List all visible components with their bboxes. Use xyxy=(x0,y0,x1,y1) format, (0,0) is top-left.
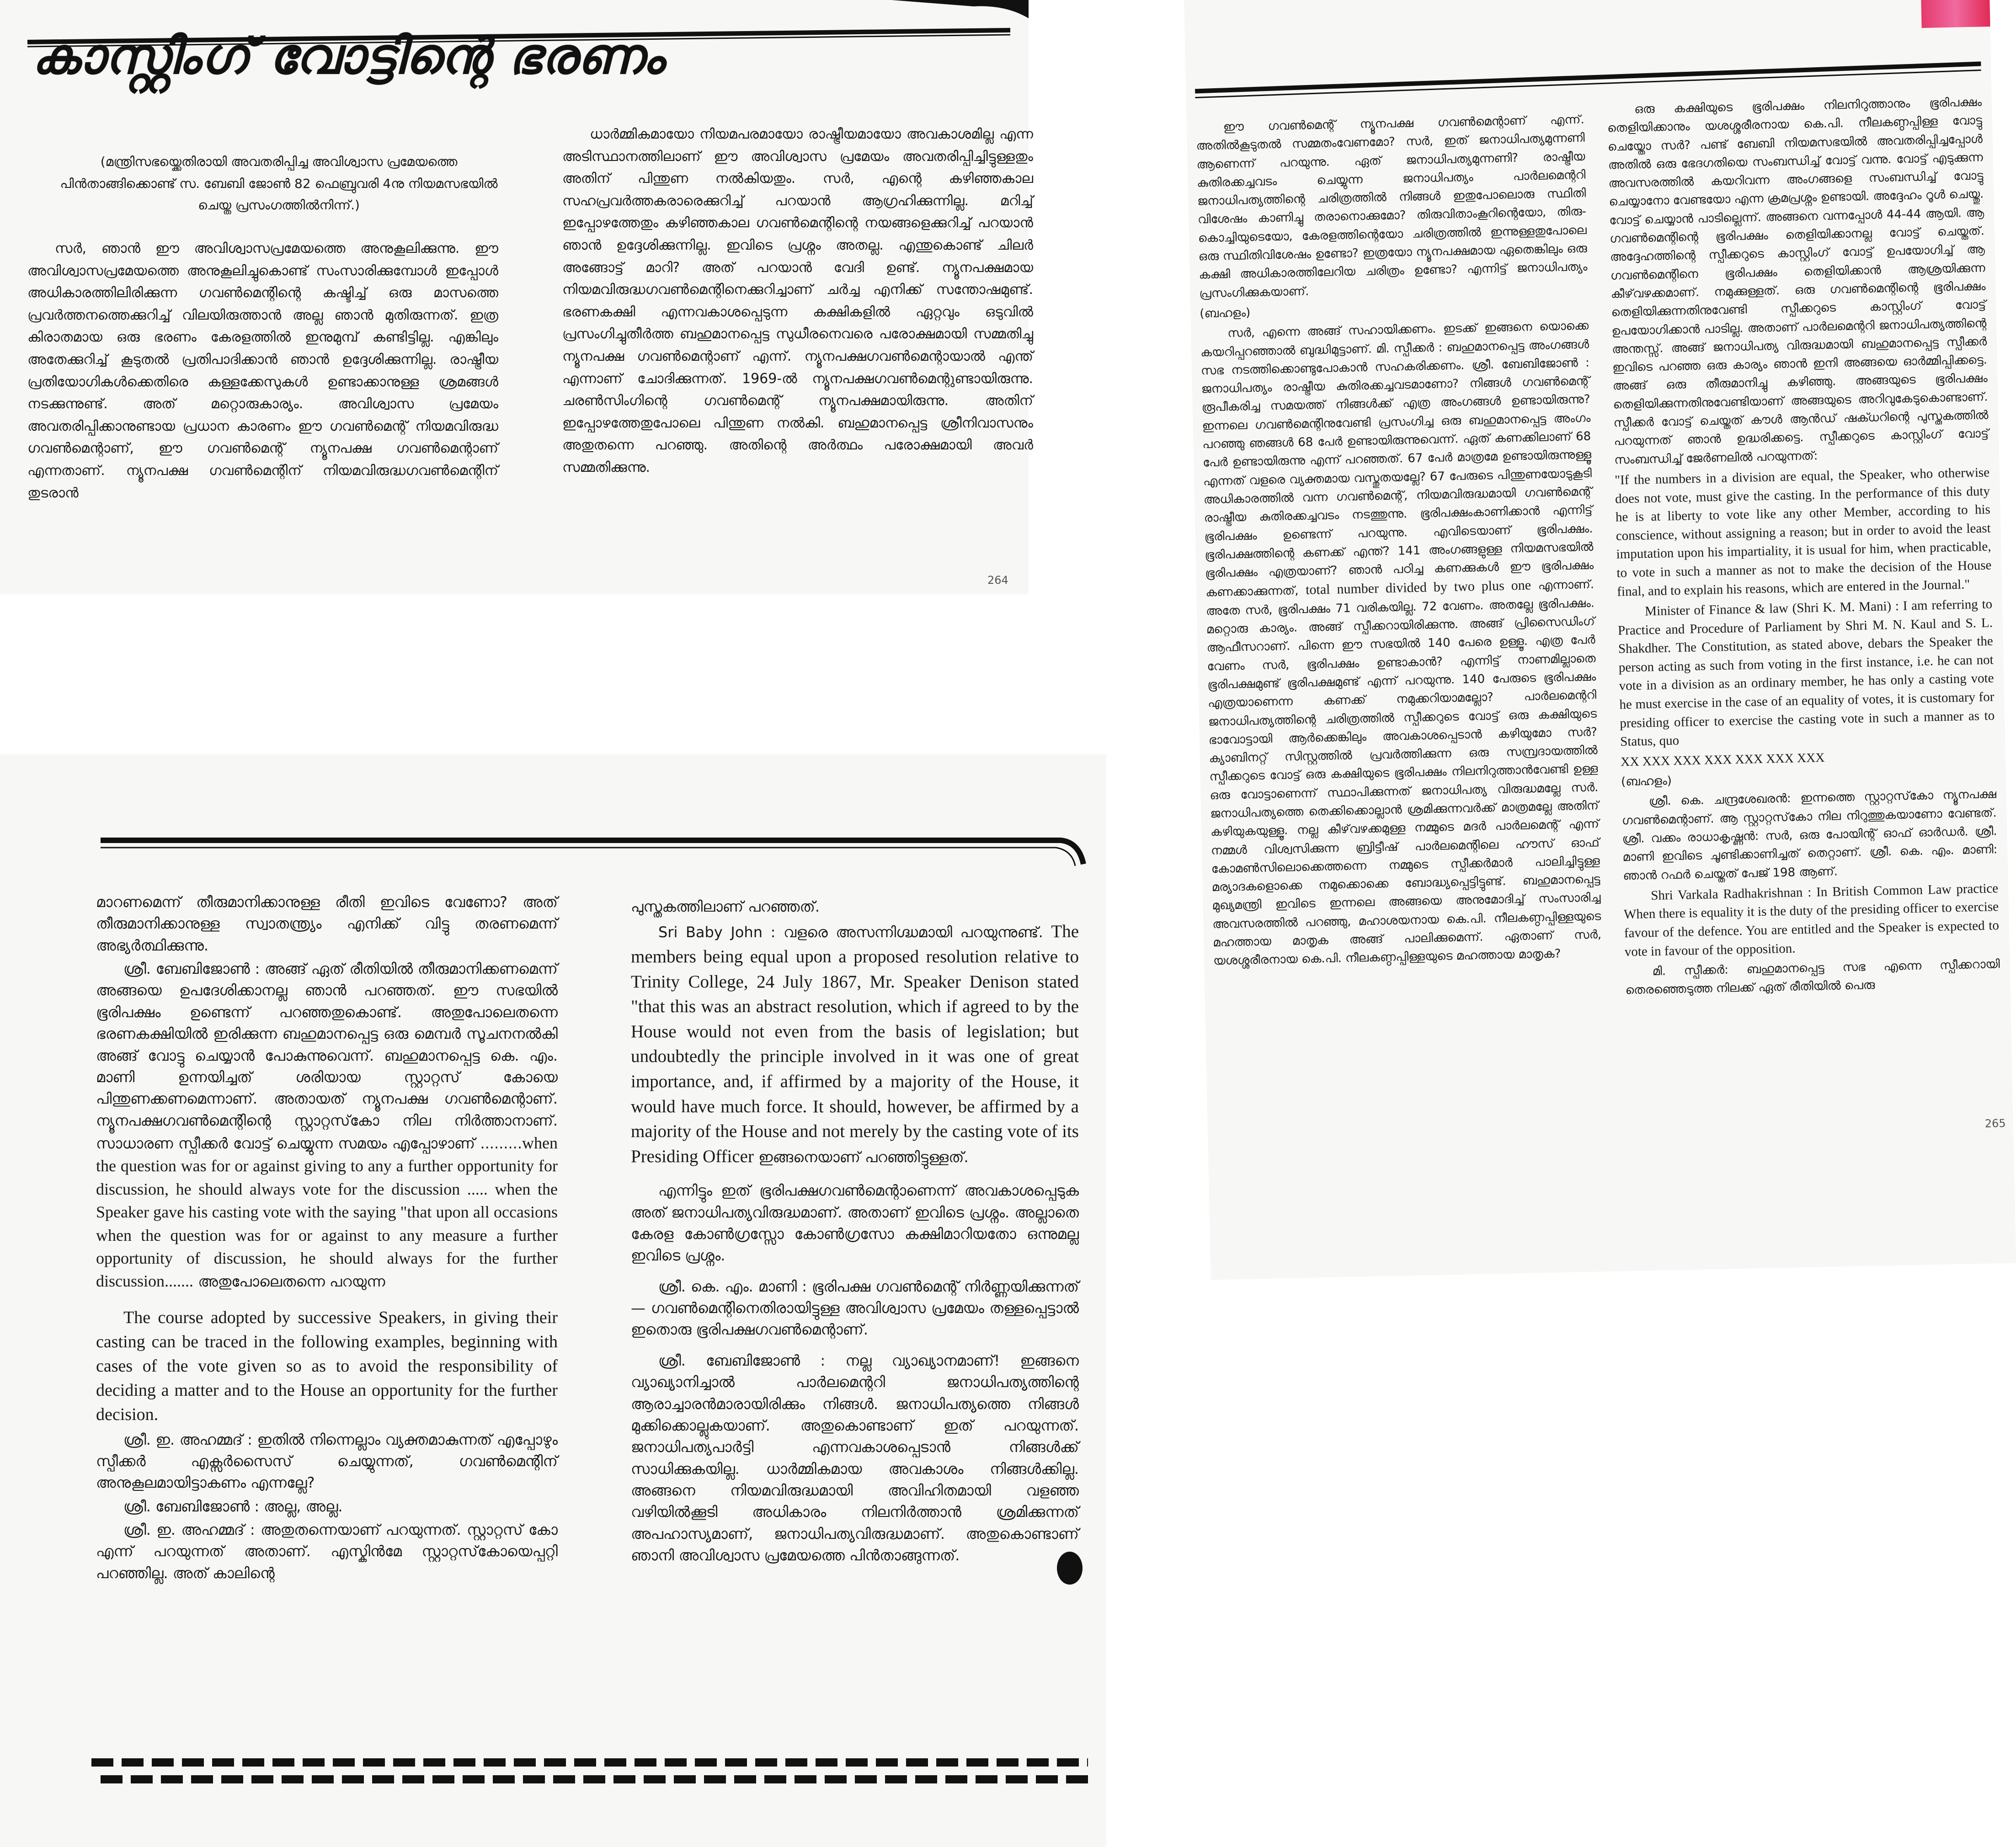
left-para-a: ഈ ഗവൺമെന്റ് ന്യൂനപക്ഷ ഗവൺമെന്റാണ് എന്ന്. അതിൽകൂടുതൽ സമ്മതംവേണമോ? സർ, ഇത് ജനാധിപത്യമുന്നണി ആണെന്ന് പറയുന്നു. ഏത് ജനാധിപത്യമുന്നണി? രാഷ്ട്രീയ കുതിരക്കച്ചവടം ചെയ്യുന്ന ജനാധിപത്യം പാർലമെന്ററി ജനാധിപത്യത്തിന്റെ ചരിത്രത്തിൽ നിങ്ങൾ ഇതുപോലൊരു സ്ഥിതി വിശേഷം കാണിച്ചു തരാനൊക്കുമോ? തിരുവിതാംകൂറിന്റെയോ, തിരു-കൊച്ചിയുടെയോ, കേരളത്തിന്റെയോ ചരിത്രത്തിൽ ഇന്നുള്ളതുപോലെ ഒരു സ്ഥിതിവിശേഷം ഉണ്ടോ? ഇത്രയോ ന്യൂനപക്ഷമായ ഏതെങ്കിലും ഒരു കക്ഷി അധികാരത്തിലേറിയ ചരിത്രം ഉണ്ടോ? എന്നിട്ട് ജനാധിപത്യം പ്രസംഗിക്കുകയാണ്. xyxy=(1196,112,1588,301)
right-para-b xyxy=(631,919,1079,1169)
page-top-shadow xyxy=(891,0,1029,18)
page266-left-column xyxy=(96,891,558,1586)
expunged-marks: XX XXX XXX XXX XXX XXX XXX xyxy=(1620,750,1825,769)
left-para-e: ശ്രീ. ബേബിജോൺ : അല്ല, അല്ല. xyxy=(123,1497,343,1515)
left-para-d: ശ്രീ. ഇ. അഹമ്മദ് : ഇതിൽ നിന്നെല്ലാം വ്യക്തമാകുന്നത് എപ്പോഴും സ്പീക്കർ എക്സർസൈസ് ചെയ്യുന്നത്, ഗവൺമെന്റിന് അനുകൂലമായിട്ടാകണം എന്നല്ലേ? xyxy=(96,1431,558,1492)
left-para-c-text: സർ, എന്നെ അങ്ങ് സഹായിക്കണം. ഇടക്ക് ഇങ്ങനെ യൊക്കെ കയറിപ്പറഞ്ഞാൽ ബുദ്ധിമുട്ടാണ്. മി. സ്പീക്കർ : ബഹുമാനപ്പെട്ട അംഗങ്ങൾ സഭ നടത്തിക്കൊണ്ടുപോകാൻ സഹകരിക്കണം. ശ്രീ. ബേബിജോൺ : ജനാധിപത്യം രാഷ്ട്രീയ കുതിരക്കച്ചവടമാണോ? നിങ്ങൾ ഗവൺമെന്റ് രൂപീകരിച്ച സമയത്ത് നിങ്ങൾക്ക് എത്ര അംഗങ്ങൾ ഉണ്ടായിരുന്നു? ഇന്നലെ ഗവൺമെന്റിനുവേണ്ടി പ്രസംഗിച്ച ഒരു ബഹുമാനപ്പെട്ട അംഗം പറഞ്ഞു ഞങ്ങൾ 68 പേർ ഉണ്ടായിരുന്നുവെന്ന്. ഏത് കണക്കിലാണ് 68 പേർ ഉണ്ടായിരുന്നു എന്ന് പറഞ്ഞത്. 67 പേർ മാത്രമേ ഉണ്ടായിരുന്നുള്ളൂ എന്നത് വളരെ വ്യക്തമായ വസ്തുതയല്ലേ? 67 പേരുടെ പിന്തുണയോടുകൂടി അധികാരത്തിൽ വന്ന ഗവൺമെന്റ്, നിയമവിരുദ്ധമായി ഗവൺമെന്റ് രാഷ്ട്രീയ കുതിരക്കച്ചവടം നടത്തുന്നു. ഭൂരിപക്ഷംകാണിക്കാൻ എന്നിട്ട് ഭൂരിപക്ഷം ഉണ്ടെന്ന് പറയുന്നു. എവിടെയാണ് ഭൂരിപക്ഷം. ഭൂരിപക്ഷത്തിന്റെ കണക്ക് എന്ത്? 141 അംഗങ്ങളുള്ള നിയമസഭയിൽ ഭൂരിപക്ഷം എത്രയാണ്? ഞാൻ പഠിച്ച കണക്കുകൾ ഈ ഭൂരിപക്ഷം കണക്കാക്കുന്നത്, xyxy=(1200,319,1594,600)
right-para-d: ശ്രീ. കെ. എം. മാണി : ഭൂരിപക്ഷ ഗവൺമെന്റ് നിർണ്ണയിക്കുന്നത് — ഗവൺമെന്റിനെതിരായിട്ടുള്ള അവിശ്വാസ പ്രമേയം തള്ളപ്പെട്ടാൽ ഇതൊരു ഭൂരിപക്ഷഗവൺമെന്റാണ്. xyxy=(631,1277,1079,1339)
end-bullet-icon xyxy=(1054,1550,1086,1586)
left-para-b xyxy=(96,958,558,1293)
right-para-b-tail: ഇങ്ങനെയാണ് പറഞ്ഞിട്ടുള്ളത്. xyxy=(758,1148,969,1166)
majority-formula: total number divided by two plus one xyxy=(1305,577,1531,598)
minister-statement: Minister of Finance & law (Shri K. M. Mani) : I am referring to Practice and Procedure of Parliament by Shri M. N. Kaul and S. L. Shakdher. The Constitution, as stated above, debars the Speaker the person acting as such from voting in the first instance, i.e. he can not vote in a division as an ordinary member, he has only a casting vote he must exercise in the case of an equality of votes, it is customary for presiding officer to exercise the casting vote in such a manner as to Status, quo xyxy=(1617,597,1995,749)
page264-right-column: ധാർമ്മികമായോ നിയമപരമായോ രാഷ്ട്രീയമായോ അവകാശമില്ല എന്ന അടിസ്ഥാനത്തിലാണ് ഈ അവിശ്വാസ പ്രമേയം അവതരിപ്പിച്ചിട്ടുള്ളതും അതിന് പിന്തുണ നൽകിയതും. സർ, എന്റെ കഴിഞ്ഞകാല സഹപ്രവർത്തകരാരെക്കുറിച്ച് പറയാൻ ആഗ്രഹിക്കുന്നില്ല. മറിച്ച് ഇപ്പോഴത്തേതും കഴിഞ്ഞകാല ഗവൺമെന്റിന്റെ നയങ്ങളെക്കുറിച്ച് പറയാൻ ഞാൻ ഉദ്ദേശിക്കുന്നില്ല. ഇവിടെ പ്രശ്നം അതല്ല. എന്തുകൊണ്ട് ചിലർ അങ്ങോട്ട് മാറി? അത് പറയാൻ വേദി ഉണ്ട്. ന്യൂനപക്ഷമായ നിയമവിരുദ്ധഗവൺമെന്റിനെക്കുറിച്ചാണ് ചർച്ച എനിക്ക് സന്തോഷമുണ്ട്. ഭരണകക്ഷി എന്നവകാശപ്പെടുന്ന കക്ഷികളിൽ ഏറ്റവും ഒടുവിൽ പ്രസംഗിച്ചുതീർത്ത ബഹുമാനപ്പെട്ട സുധീരനെവരെ പരോക്ഷമായി സമ്മതിച്ചു ന്യൂനപക്ഷ ഗവൺമെന്റാണ് എന്ന്. ന്യൂനപക്ഷഗവൺമെന്റായാൽ എന്ത് എന്നാണ് ചോദിക്കുന്നത്. 1969-ൽ ന്യൂനപക്ഷഗവൺമെന്റുണ്ടായിരുന്നു. ചരൺസിംഗിന്റെ ഗവൺമെന്റ് ന്യൂനപക്ഷമായിരുന്നു. അതിന് ഇപ്പോഴത്തേതുപോലെ പിന്തുണ നൽകി. ബഹുമാനപ്പെട്ട ശ്രീനിവാസനും അതുതന്നെ പറഞ്ഞു. അതിന്റെ അർത്ഥം പരോക്ഷമായി അവർ സമ്മതിക്കുന്നു. xyxy=(562,126,1033,475)
page264-left-column: സർ, ഞാൻ ഈ അവിശ്വാസപ്രമേയത്തെ അനുകൂലിക്കുന്നു. ഈ അവിശ്വാസപ്രമേയത്തെ അനുകൂലിച്ചുകൊണ്ട് സംസാരിക്കുമ്പോൾ ഇപ്പോൾ അധികാരത്തിലിരിക്കുന്ന ഗവൺമെന്റിന്റെ കഷ്ടിച്ച് ഒരു മാസത്തെ പ്രവർത്തനത്തെക്കുറിച്ച് വിലയിരുത്താൻ അല്ല ഞാൻ മുതിരുന്നത്. ഇത്ര കിരാതമായ ഒരു ഭരണം കേരളത്തിൽ ഇനുമുമ്പ് കണ്ടിട്ടില്ല. എങ്കിലും അതേക്കുറിച്ച് കൂടുതൽ പ്രതിപാദിക്കാൻ ഞാൻ ഉദ്ദേശിക്കുന്നില്ല. രാഷ്ട്രീയ പ്രതിയോഗികൾക്കെതിരെ കള്ളക്കേസുകൾ ഉണ്ടാക്കാനുള്ള ശ്രമങ്ങൾ നടക്കുന്നുണ്ട്. അത് മറ്റൊരുകാര്യം. അവിശ്വാസ പ്രമേയം അവതരിപ്പിക്കാനുണ്ടായ പ്രധാന കാരണം ഈ ഗവൺമെന്റ് നിയമവിരുദ്ധ ഗവൺമെന്റാണ്, ഈ ഗവൺമെന്റ് ന്യൂനപക്ഷ ഗവൺമെന്റാണ് എന്നതാണ്. ന്യൂനപക്ഷ ഗവൺമെന്റിന് നിയമവിരുദ്ധഗവൺമെന്റിന് തുടരാൻ xyxy=(27,240,498,501)
left-para-d-text: എന്നാണ്. അതേ സർ, ഭൂരിപക്ഷം 71 വരികയില്ല. 72 വേണം. അതല്ലേ ഭൂരിപക്ഷം. മറ്റൊരു കാര്യം. അങ്ങ് സ്പീക്കറായിരിക്കുന്നു. അങ്ങ് പ്രിസൈഡിംഗ് ആഫീസറാണ്. പിന്നെ ഈ സഭയിൽ 140 പേരെ ഉള്ളൂ. എത്ര പേർ വേണം സർ, ഭൂരിപക്ഷം ഉണ്ടാകാൻ? എന്നിട്ട് നാണമില്ലാതെ ഭൂരിപക്ഷമുണ്ട് ഭൂരിപക്ഷമുണ്ട് എന്ന് പറയുന്നു. 140 പേരുടെ ഭൂരിപക്ഷം എത്രയാണെന്ന കണക്ക് നമുക്കറിയാമല്ലോ? പാർലമെന്ററി ജനാധിപത്യത്തിന്റെ ചരിത്രത്തിൽ സ്പീക്കറുടെ വോട്ട് ഒരു കക്ഷിയുടെ ഭാവോട്ടായി ആർക്കെങ്കിലും അവകാശപ്പെടാൻ കഴിയുമോ സർ? ക്യാബിനറ്റ് സിസ്റ്റത്തിൽ പ്രവർത്തിക്കുന്ന ഒരു സമ്പ്രദായത്തിൽ സ്പീക്കറുടെ വോട്ട് ഒരു കക്ഷിയുടെ ഭൂരിപക്ഷം നിലനിറുത്താൻവേണ്ടി ഉള്ള ഒരു വോട്ടാണെന്ന് സ്ഥാപിക്കുന്നത് ജനാധിപത്യ വിരുദ്ധമല്ലേ സർ. ജനാധിപത്യത്തെ തെക്കിക്കൊല്ലാൻ ശ്രമിക്കുന്നവർക്ക് മാത്രമല്ലേ അതിന് കഴിയുകയുള്ളൂ. നല്ല കീഴ്‌വഴക്കമുള്ള നമ്മുടെ മദർ പാർലമെന്റ് എന്ന് നമ്മൾ വിശ്വസിക്കുന്ന ബ്രിട്ടീഷ് പാർലമെന്റിലെ ഹൗസ് ഓഫ് കോമൺസിലൊക്കെത്തന്നെ നമ്മുടെ സ്പീക്കർമാർ പാലിച്ചിട്ടുള്ള മര്യാദകളൊക്കെ നമുക്കൊക്കെ ബോദ്ധ്യപ്പെട്ടിട്ടുണ്ട്. ബഹുമാനപ്പെട്ട മുഖ്യമന്ത്രി ഇവിടെ ഇന്നലെ അങ്ങയെ അനുമോദിച്ച് സംസാരിച്ച അവസരത്തിൽ പറഞ്ഞു, മഹാശയനായ കെ.പി. നീലകണ്ഠപ്പിള്ളയുടെ മഹത്തായ മാതൃക അങ്ങ് പാലിക്കുമെന്ന്. ഏതാണ് സർ, യശശ്ശരീരനായ കെ.പി. നീലകണ്ഠപ്പിള്ളയുടെ മഹത്തായ മാതൃക? xyxy=(1205,577,1602,968)
footer-dash-border xyxy=(91,1751,1088,1792)
right-para-c: മി. സ്പീക്കർ: ബഹുമാനപ്പെട്ട സഭ എന്നെ സ്പീക്കറായി തെരഞ്ഞെടുത്ത നിലക്ക് ഏത് രീതിയിൽ പെരു xyxy=(1625,957,2000,998)
page-264 xyxy=(0,0,1033,594)
right-para-e: ശ്രീ. ബേബിജോൺ : നല്ല വ്യാഖ്യാനമാണ്! ഇങ്ങനെ വ്യാഖ്യാനിച്ചാൽ പാർലമെന്ററി ജനാധിപത്യത്തിന്റെ ആരാച്ചാരൻമാരായിരിക്കും നിങ്ങൾ. ജനാധിപത്യത്തെ നിങ്ങൾ മുക്കിക്കൊല്ലുകയാണ്. അതുകൊണ്ടാണ് ഇത് പറയുന്നത്. ജനാധിപത്യപാർട്ടി എന്നവകാശപ്പെടാൻ നിങ്ങൾക്ക് സാധിക്കുകയില്ല. ധാർമ്മികമായ അവകാശം നിങ്ങൾക്കില്ല. അങ്ങനെ നിയമവിരുദ്ധമായി അവിഹിതമായി വളഞ്ഞ വഴിയിൽക്കൂടി അധികാരം നിലനിർത്താൻ ശ്രമിക്കുന്നത് അപഹാസ്യമാണ്, ജനാധിപത്യവിരുദ്ധമാണ്. അതുകൊണ്ടാണ് ഞാനി അവിശ്വാസ പ്രമേയത്തെ പിൻതാങ്ങുന്നത്. xyxy=(631,1351,1079,1564)
background-edge xyxy=(1921,0,1990,28)
left-para-b-quote: when the question was for or against giving to any a further opportunity for discussion, he should always vote for the discussion ..... when the Speaker gave his casting vote with the saying "that upon all occasions when the question was for or against to any measure a further opportunity of discussion, he should always for the further discussion....... xyxy=(96,1133,558,1291)
right-para-b: ശ്രീ. കെ. ചന്ദ്രശേഖരൻ: ഇന്നത്തെ സ്റ്റാറ്റസ്‌കോ ന്യൂനപക്ഷ ഗവൺമെന്റാണ്. ആ സ്റ്റാറ്റസ്‌കോ നില നിറുത്തുകയാണോ വേണ്ടത്. ശ്രീ. വക്കം രാധാകൃഷ്ണൻ: സർ, ഒരു പോയിന്റ് ഓഫ് ഓർഡർ. ശ്രീ. മാണി ഇവിടെ ചൂണ്ടിക്കാണിച്ചത് തെറ്റാണ്. ശ്രീ. കെ. എം. മാണി: ഞാൻ റഫർ ചെയ്തത് പേജ് 198 ആണ്. xyxy=(1621,787,1998,883)
intro-note: (മന്ത്രിസഭയ്ക്കെതിരായി അവതരിപ്പിച്ച അവിശ്വാസ പ്രമേയത്തെ പിൻതാങ്ങിക്കൊണ്ട് സ. ബേബി ജോൺ 82 ഫെബ്രുവരി 4നു നിയമസഭയിൽ ചെയ്ത പ്രസംഗത്തിൽനിന്ന്.) xyxy=(60,154,498,213)
journal-quote: "If the numbers in a division are equal, the Speaker, who otherwise does not vote, must give the casting. In the performance of this duty he is at liberty to vote like any other Member, according to his conscience, without assigning a reason; but in order to avoid the least imputation upon his impartiality, it is usual for him, when practicable, to vote in such a manner as not to make the decision of the House final, and to explain his reasons, which are entered in the Journal." xyxy=(1614,465,1992,599)
interjection-noise-2: (ബഹളം) xyxy=(1621,774,1672,789)
right-para-c: എന്നിട്ടും ഇത് ഭൂരിപക്ഷഗവൺമെന്റാണെന്ന് അവകാശപ്പെടുക അത് ജനാധിപത്യവിരുദ്ധമാണ്. അതാണ് ഇവിടെ പ്രശ്നം. അല്ലാതെ കേരള കോൺഗ്രസ്സോ കോൺഗ്രസോ കക്ഷിമാറിയതോ ഒന്നുമല്ല ഇവിടെ പ്രശ്നം. xyxy=(631,1182,1079,1265)
page-266 xyxy=(0,754,1106,1847)
article-title: കാസ്റ്റിംഗ് വോട്ടിന്റെ ഭരണം xyxy=(32,27,665,85)
header-rule xyxy=(1195,61,1981,93)
left-para-c xyxy=(1200,317,1602,971)
varkala-statement: Shri Varkala Radhakrishnan : In British Common Law practice When there is equality it is the duty of the presiding officer to exercise favour of the defence. You are entitled and the Speaker is expected to vote in favour of the opposition. xyxy=(1623,881,2000,959)
interjection-noise: (ബഹളം) xyxy=(1200,306,1251,321)
trinity-college-quote: The members being equal upon a proposed resolution relative to Trinity College, 24 July 1867, Mr. Speaker Denison stated "that this was an abstract resolution, which if agreed to by the House would not even from the basis of legislation; but undoubtedly the principle involved in it was one of great importance, and, if affirmed by a majority of the House, it would have much force. It should, however, be affirmed by a majority of the House and not merely by the casting vote of its Presiding Officer xyxy=(631,922,1079,1166)
left-para-b-text: ശ്രീ. ബേബിജോൺ : അങ്ങ് ഏത് രീതിയിൽ തീരുമാനിക്കണമെന്ന് അങ്ങയെ ഉപദേശിക്കാനല്ല ഞാൻ പറഞ്ഞത്. ഈ സഭയിൽ ഭൂരിപക്ഷം ഉണ്ടെന്ന് പറഞ്ഞതുകൊണ്ട്. അതുപോലെതന്നെ ഭരണകക്ഷിയിൽ ഇരിക്കുന്ന ബഹുമാനപ്പെട്ട ഒരു മെമ്പർ സൂചനനൽകി അങ്ങ് വോട്ടു ചെയ്യാൻ പോകുന്നുവെന്ന്. ബഹുമാനപ്പെട്ട കെ. എം. മാണി ഉന്നയിച്ചത് ശരിയായ സ്റ്റാറ്റസ് കോയെ പിന്തുണക്കണമെന്നാണ്. അതായത് ന്യൂനപക്ഷ ഗവൺമെന്റാണ്. ന്യൂനപക്ഷഗവൺമെന്റിന്റെ സ്റ്റാറ്റസ്‌കോ നില നിർത്താനാണ്. സാധാരണ സ്പീക്കർ വോട്ട് ചെയ്യുന്ന സമയം എപ്പോഴാണ് ......... xyxy=(96,960,558,1152)
left-para-f: ശ്രീ. ഇ. അഹമ്മദ് : അതുതന്നെയാണ് പറയുന്നത്. സ്റ്റാറ്റസ് കോ എന്ന് പറയുന്നത് അതാണ്. എസ്കിൻമേ സ്റ്റാറ്റസ്‌കോയെപ്പറ്റി പറഞ്ഞില്ല. അത് കാലിന്റെ xyxy=(96,1521,558,1582)
page-number-265: 265 xyxy=(1984,1116,2006,1130)
page265-right-column xyxy=(1607,93,2000,1002)
right-para-b-speaker: Sri Baby John : വളരെ അസന്നിഗ്ദ്ധമായി പറയുന്നുണ്ട്. xyxy=(658,924,1043,941)
course-adopted-quote: The course adopted by successive Speakers, in giving their casting can be traced in the following examples, beginning with cases of the vote given so as to avoid the responsibility of deciding a matter and to the House an opportunity for the further decision. xyxy=(96,1308,558,1425)
right-para-a: പുസ്തകത്തിലാണ് പറഞ്ഞത്. xyxy=(631,898,820,915)
header-rule xyxy=(101,832,1083,848)
page266-right-column xyxy=(631,896,1079,1568)
left-para-b-tail: അതുപോലെതന്നെ പറയുന്ന xyxy=(198,1273,385,1291)
page265-left-column xyxy=(1195,111,1602,972)
page-265 xyxy=(1184,0,2016,1280)
left-para-a: മാറണമെന്ന് തീരുമാനിക്കാനുള്ള രീതി ഇവിടെ വേണോ? അത് തീരുമാനിക്കാനുള്ള സ്വാതന്ത്ര്യം എനിക്ക് വിട്ടു തരണമെന്ന് അഭ്യർത്ഥിക്കുന്നു. xyxy=(96,893,558,954)
right-para-a: ഒരു കക്ഷിയുടെ ഭൂരിപക്ഷം നിലനിറുത്താനും ഭൂരിപക്ഷം തെളിയിക്കാനും യശശ്ശരീരനായ കെ.പി. നീലകണ്ഠപ്പിള്ള വോട്ടു ചെയ്തോ സർ? പണ്ട് ബേബി നിയമസഭയിൽ അവതരിപ്പിച്ചപ്പോൾ അതിൽ ഒരു ഭേദഗതിയെ സംബന്ധിച്ച് വോട്ട് വന്നു. വോട്ട് എടുക്കുന്ന അവസരത്തിൽ കയറിവന്ന അംഗങ്ങളെ സംബന്ധിച്ച് വോട്ടു ചെയ്യാനോ വേണ്ടയോ എന്ന ക്രമപ്രശ്നം ഉണ്ടായി. അദ്ദേഹം റൂൾ ചെയ്തു. വോട്ട് ചെയ്യാൻ പാടില്ലെന്ന്. അങ്ങനെ വന്നപ്പോൾ 44-44 ആയി. ആ ഗവൺമെന്റിന്റെ ഭൂരിപക്ഷം തെളിയിക്കാനല്ല വോട്ട് ചെയ്തത്. അദ്ദേഹത്തിന്റെ സ്പീക്കറുടെ കാസ്റ്റിംഗ് വോട്ട് ഉപയോഗിച്ച് ആ ഗവൺമെന്റിനെ ഭൂരിപക്ഷം തെളിയിക്കാൻ ആശ്രയിക്കുന്ന കീഴ്‌വഴക്കമാണ്. നമുക്കുള്ളത്. ഒരു ഗവൺമെന്റിന്റെ ഭൂരിപക്ഷം തെളിയിക്കുന്നതിനുവേണ്ടി സ്പീക്കറുടെ കാസ്റ്റിംഗ് വോട്ട് ഉപയോഗിക്കാൻ പാടില്ല. അതാണ് പാർലമെന്ററി ജനാധിപത്യത്തിന്റെ അന്തസ്സ്. അങ്ങ് ജനാധിപത്യ വിരുദ്ധമായി ബഹുമാനപ്പെട്ട സ്പീക്കർ ഇവിടെ പറഞ്ഞ ഒരു കാര്യം ഞാൻ ഇനി അങ്ങയെ ഓർമ്മിപ്പിക്കട്ടെ. അങ്ങ് ഒരു തീരുമാനിച്ചു കഴിഞ്ഞു. അങ്ങയുടെ ഭൂരിപക്ഷം തെളിയിക്കുന്നതിനുവേണ്ടിയാണ് അങ്ങയുടെ അറിവുകേടുകൊണ്ടാണ്. സ്പീക്കർ വോട്ട് ചെയ്തത് കൗൾ ആൻഡ് ഷക്ധറിന്റെ പുസ്തകത്തിൽ പറയുന്നത് ഞാൻ ഉദ്ധരിക്കട്ടെ. സ്പീക്കറുടെ കാസ്റ്റിംഗ് വോട്ട് സംബന്ധിച്ച് ജേർണലിൽ പറയുന്നത്: xyxy=(1607,95,1989,467)
page-number-264: 264 xyxy=(987,574,1008,587)
